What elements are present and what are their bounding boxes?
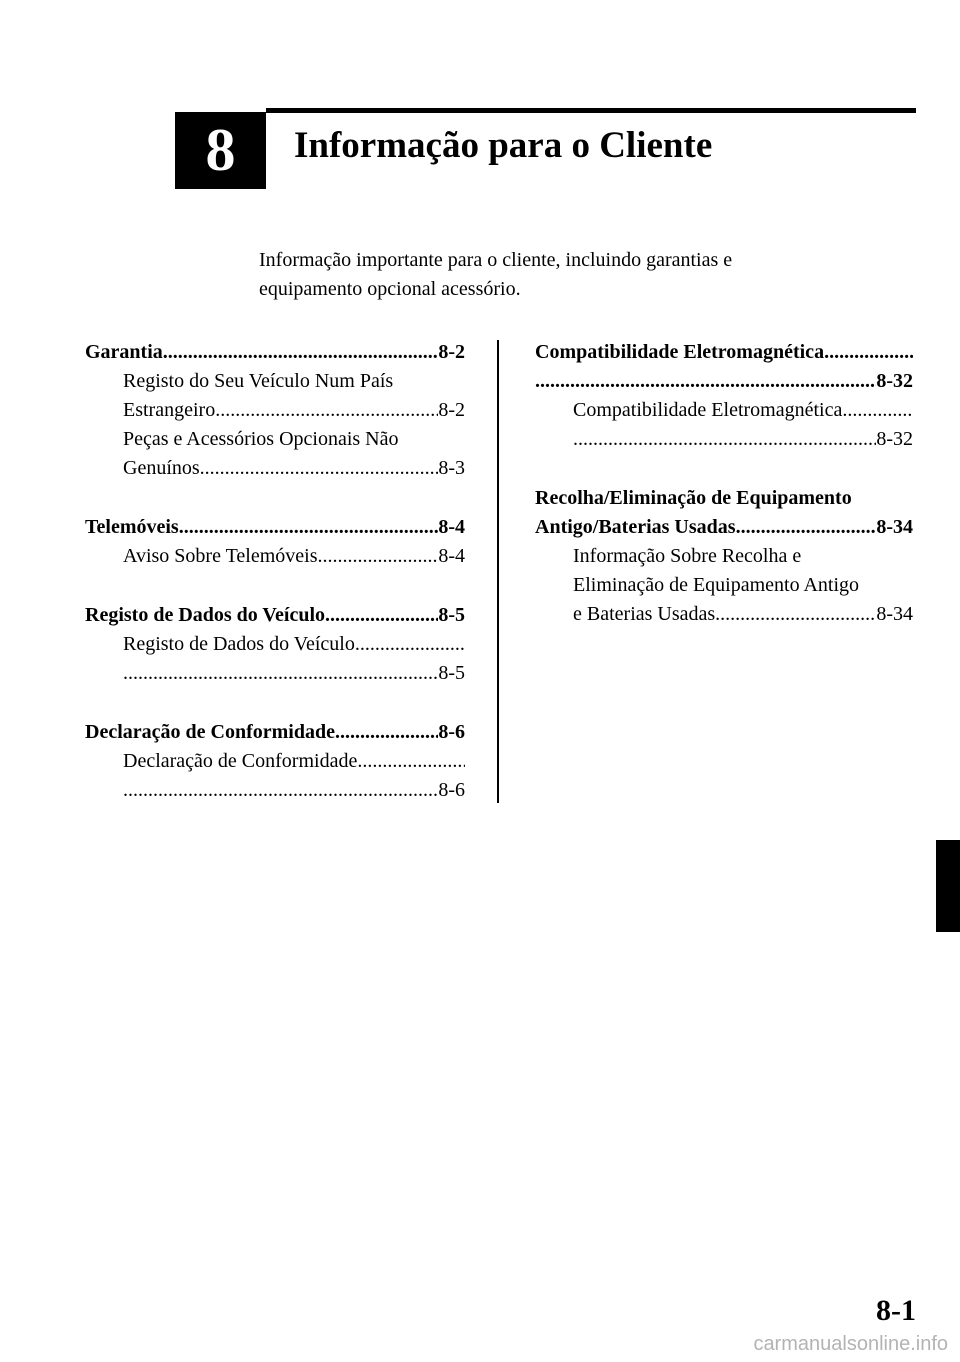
toc-section-telemoveis [85,513,465,571]
toc-heading-text[interactable]: Recolha/Eliminação de Equipamento [535,487,852,509]
toc-entry[interactable]: e Baterias Usadas ..... 8-34 [535,600,913,629]
toc-entry[interactable]: Declaração de Conformidade ..... [85,747,465,776]
toc-heading[interactable]: Garantia ..... 8-2 [85,338,465,367]
toc-right-column [535,338,913,659]
toc-entry-text[interactable]: Eliminação de Equipamento Antigo [573,574,860,596]
toc-section-recolha [535,484,913,629]
toc-section-registo [85,601,465,688]
toc-entry-text[interactable]: Registo do Seu Veículo Num País [123,370,394,392]
toc-entry[interactable]: ..... 8-32 [535,425,913,454]
chapter-rule [266,108,916,113]
chapter-number-box [175,112,266,189]
chapter-intro [259,246,839,304]
toc-entry[interactable]: Aviso Sobre Telemóveis ..... 8-4 [85,542,465,571]
chapter-side-tab [936,840,960,932]
toc-section-compat [535,338,913,454]
toc-entry[interactable]: Registo de Dados do Veículo ..... [85,630,465,659]
toc-heading[interactable]: Declaração de Conformidade ..... 8-6 [85,718,465,747]
intro-line: Informação importante para o cliente, incluindo garantias e [259,249,733,271]
toc-entry-text[interactable]: Informação Sobre Recolha e [573,545,802,567]
toc-entry[interactable]: Genuínos ..... 8-3 [85,454,465,483]
chapter-title: Informação para o Cliente [294,125,713,166]
toc-entry-text[interactable]: Peças e Acessórios Opcionais Não [123,428,399,450]
toc-entry[interactable]: Compatibilidade Eletromagnética ..... [535,396,913,425]
chapter-number: 8 [205,117,236,183]
watermark: carmanualsonline.info [753,1333,948,1355]
toc-heading[interactable]: Compatibilidade Eletromagnética ..... [535,338,913,367]
toc-section-declaracao [85,718,465,805]
toc-section-garantia [85,338,465,483]
toc-entry[interactable]: ..... 8-6 [85,776,465,805]
toc-heading[interactable]: Antigo/Baterias Usadas ..... 8-34 [535,513,913,542]
toc-heading[interactable]: ..... 8-32 [535,367,913,396]
intro-line: equipamento opcional acessório. [259,278,521,300]
column-divider [497,340,499,803]
toc-entry[interactable]: Estrangeiro ..... 8-2 [85,396,465,425]
toc-heading[interactable]: Registo de Dados do Veículo ..... 8-5 [85,601,465,630]
toc-entry[interactable]: ..... 8-5 [85,659,465,688]
toc-left-column [85,338,465,835]
page-number: 8-1 [876,1294,916,1327]
toc-heading[interactable]: Telemóveis ..... 8-4 [85,513,465,542]
